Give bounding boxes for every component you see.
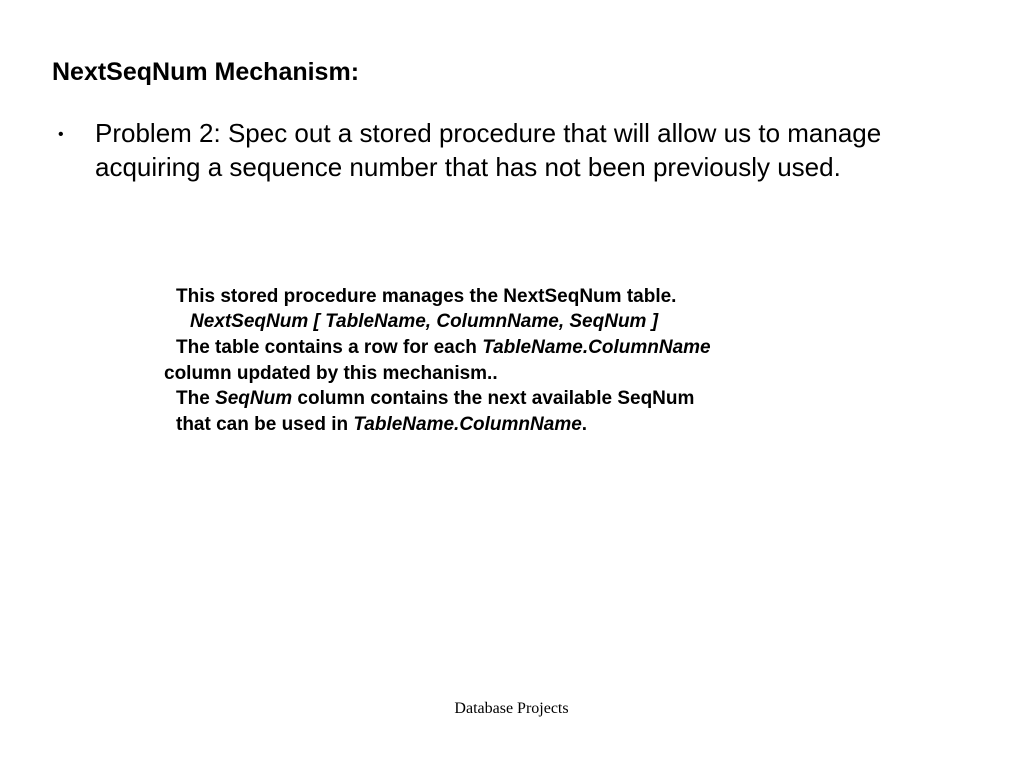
description-line-5-text-c: column contains the next available SeqNum [292, 388, 695, 409]
description-line-1: This stored procedure manages the NextSeqNum table. [176, 286, 677, 307]
description-line-6 [176, 412, 587, 438]
description-line-6-text-a: that can be used in [176, 414, 354, 435]
description-line-3-column-ref: TableName.ColumnName [482, 337, 711, 358]
description-line-2 [190, 309, 658, 335]
bullet-marker: • [58, 126, 64, 143]
bullet-text: Problem 2: Spec out a stored procedure that will allow us to manage acquiring a sequence number that has not been previously used. [95, 118, 882, 182]
description-line-5 [176, 386, 694, 412]
description-line-6-period: . [581, 414, 588, 435]
description-line-3-text: The table contains a row for each [176, 337, 483, 358]
description-line-6-column-ref: TableName.ColumnName [353, 414, 582, 435]
description-line-5-text-a: The [176, 388, 216, 409]
description-line-4: column updated by this mechanism.. [164, 363, 498, 384]
slide-footer: Database Projects [454, 700, 569, 717]
description-line-5-seqnum: SeqNum [215, 388, 293, 409]
description-line-3 [176, 335, 711, 361]
slide-title: NextSeqNum Mechanism: [52, 58, 360, 86]
table-schema: NextSeqNum [ TableName, ColumnName, SeqNum ] [190, 311, 659, 332]
